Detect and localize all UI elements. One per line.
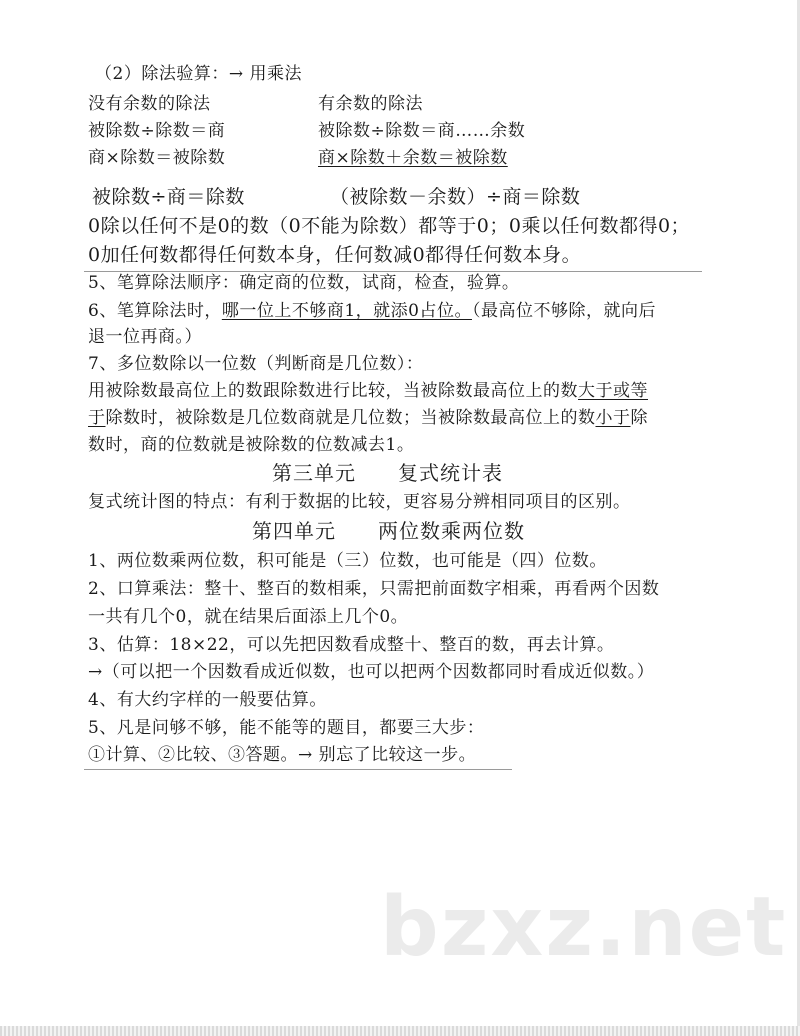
no-remainder-formula-1: 被除数÷除数＝商 [88,121,226,141]
item-7-line-2-text: 除数时，被除数是几位数商就是几位数；当被除数最高位上的数 [105,408,596,428]
item-5: 5、笔算除法顺序：确定商的位数，试商，检查，验算。 [88,273,520,293]
zero-rule-2: 0加任何数都得任何数本身，任何数减0都得任何数本身。 [88,244,582,266]
remainder-formula-1: 被除数÷除数＝商……余数 [318,121,526,141]
unit-4-point-3b: →（可以把一个因数看成近似数，也可以把两个因数都同时看成近似数。） [88,662,655,682]
unit-4-point-4: 4、有大约字样的一般要估算。 [88,690,327,710]
item-7-title: 7、多位数除以一位数（判断商是几位数）： [88,354,424,374]
item-7-greater-or-equal-end: 于 [88,408,106,428]
item-7-line-1 [88,379,648,403]
zero-rule-1: 0除以任何不是0的数（0不能为除数）都等于0；0乘以任何数都得0； [88,215,691,237]
unit-4-point-2b: 一共有几个0，就在结果后面添上几个0。 [88,607,409,627]
watermark: bzxz.net [380,880,788,975]
item-6-underlined: 哪一位上不够商1，就添0占位。 [221,301,472,321]
no-remainder-formula-2: 商×除数＝被除数 [88,148,226,168]
unit-4-heading: 第四单元 两位数乘两位数 [252,519,525,543]
item-6-prefix: 6、笔算除法时， [88,301,222,321]
remainder-formula-3: （被除数－余数）÷商＝除数 [330,186,581,208]
item-7-greater-or-equal: 大于或等 [578,381,648,401]
end-underline [84,769,512,770]
unit-3-text: 复式统计图的特点：有利于数据的比较，更容易分辨相同项目的区别。 [88,492,631,512]
unit-4-point-1: 1、两位数乘两位数，积可能是（三）位数，也可能是（四）位数。 [88,551,607,571]
unit-4-point-5: 5、凡是问够不够，能不能等的题目，都要三大步： [88,718,485,738]
item-7-less-than: 小于 [595,408,631,428]
item-7-line-3: 数时，商的位数就是被除数的位数减去1。 [88,435,415,455]
unit-4-point-2a: 2、口算乘法：整十、整百的数相乘，只需把前面数字相乘，再看两个因数 [88,579,660,599]
unit-3-heading: 第三单元 复式统计表 [272,461,503,485]
item-6-suffix: （最高位不够除，就向后 [471,301,656,321]
no-remainder-formula-3: 被除数÷商＝除数 [92,186,245,208]
page-edge-bottom [0,1026,800,1036]
unit-4-point-5b: ①计算、②比较、③答题。→ 别忘了比较这一步。 [88,745,477,765]
item-6-line-1 [88,299,656,323]
item-7-line-2-end: 除 [630,408,648,428]
division-check-title: （2）除法验算：→ 用乘法 [95,64,302,84]
remainder-formula-2: 商×除数＋余数＝被除数 [318,148,508,168]
remainder-label: 有余数的除法 [318,94,423,114]
no-remainder-label: 没有余数的除法 [88,94,211,114]
item-6-line-2: 退一位再商。） [88,327,202,347]
item-7-line-1-text: 用被除数最高位上的数跟除数进行比较，当被除数最高位上的数 [88,381,578,401]
unit-4-point-3: 3、估算：18×22，可以先把因数看成整十、整百的数，再去计算。 [88,635,615,655]
item-7-line-2 [88,406,648,430]
